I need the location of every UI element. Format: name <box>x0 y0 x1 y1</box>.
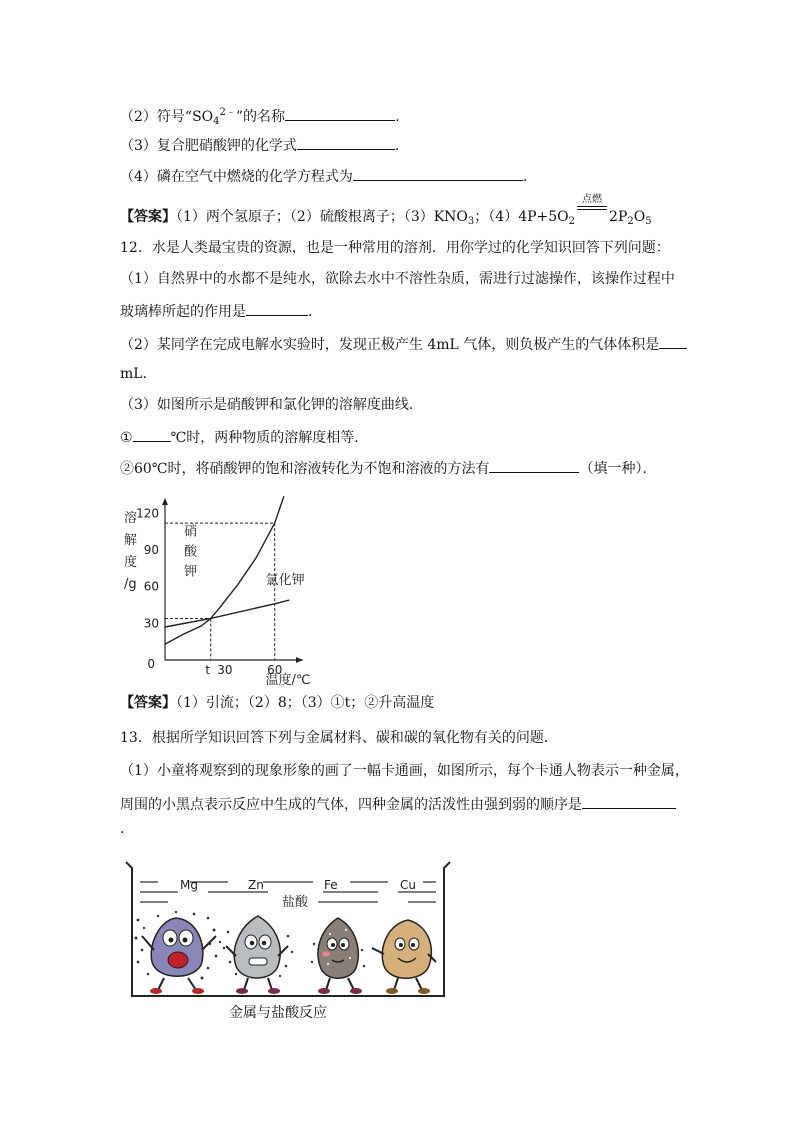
q11-item4-blank[interactable] <box>353 166 523 181</box>
q13-item1-line1: （1）小童将观察到的现象形象的画了一幅卡通画，如图所示，每个卡通人物表示一种金属， <box>120 763 689 779</box>
q12-sub1-text: ℃时，两种物质的溶解度相等． <box>170 430 369 446</box>
q13-stem: 13．根据所学知识回答下列与金属材料、碳和碳的氧化物有关的问题． <box>120 730 558 746</box>
y-tick-label: 30 <box>143 616 159 631</box>
y-tick-label: 90 <box>143 543 159 557</box>
fe-character <box>311 918 365 994</box>
q11-item2-sup: 2﹣ <box>219 107 236 118</box>
zn-character <box>223 916 293 994</box>
kcl-curve <box>165 600 289 627</box>
q11-item2-pre: （2）符号“SO <box>120 109 214 125</box>
q12-item1-line1: （1）自然界中的水都不是纯水，欲除去水中不溶性杂质，需进行过滤操作，该操作过程中 <box>120 271 675 287</box>
answer-label: 【答案】 <box>120 209 176 225</box>
period: . <box>308 304 313 320</box>
q12-item3: （3）如图所示是硝酸钾和氯化钾的溶解度曲线． <box>120 397 423 413</box>
q11-item2-blank[interactable] <box>285 106 395 121</box>
x-axis-label: 温度/℃ <box>265 673 310 687</box>
kno3-label: 钾 <box>184 564 198 580</box>
y-tick-label: 60 <box>143 579 159 594</box>
x-tick-label: 30 <box>217 663 233 677</box>
q12-sub1 <box>120 427 368 447</box>
acid-label: 盐酸 <box>282 895 309 910</box>
subscript: 5 <box>645 216 652 227</box>
kcl-label: 氯化钾 <box>265 573 305 589</box>
q12-sub1-blank[interactable] <box>133 427 171 442</box>
q11-answer-product: 2P <box>609 209 628 225</box>
q12-sub2-post: （填一种）． <box>579 461 657 477</box>
origin-label: 0 <box>147 657 155 671</box>
mg-character <box>131 911 221 994</box>
kno3-label: 硝 <box>184 524 198 540</box>
q11-item2-post: ”的名称 <box>235 109 286 125</box>
metal-label-cu: Cu <box>400 878 416 892</box>
q12-stem: 12．水是人类最宝贵的资源，也是一种常用的溶剂．用你学过的化学知识回答下列问题： <box>120 240 670 256</box>
kno3-curve <box>165 496 284 644</box>
answer-label: 【答案】 <box>120 695 176 711</box>
condition-label: 点燃 <box>582 194 603 205</box>
y-axis-arrow <box>162 498 168 505</box>
figure-caption: 金属与盐酸反应 <box>229 1005 327 1021</box>
q11-item2-sub: 4 <box>213 116 220 127</box>
q11-item3 <box>120 135 399 155</box>
q11-item4 <box>120 166 527 186</box>
metals-acid-figure <box>118 858 453 998</box>
y-axis-label: 溶 <box>124 511 138 526</box>
subscript: 2 <box>568 216 576 227</box>
q12-item2-line2: mL． <box>120 366 157 382</box>
equals-bar <box>577 206 607 207</box>
q12-item2-line1 <box>120 334 687 354</box>
q11-item2 <box>120 104 400 131</box>
metal-label-fe: Fe <box>324 878 338 892</box>
x-tick-label: 60 <box>267 663 283 677</box>
q11-item4-text: （4）磷在空气中燃烧的化学方程式为 <box>120 169 353 185</box>
q12-sub2-blank[interactable] <box>489 458 579 473</box>
q12-answer <box>120 694 434 712</box>
q12-item1-line2 <box>120 301 312 321</box>
subscript: 2 <box>627 216 634 227</box>
x-tick-label: t <box>205 663 211 677</box>
q12-sub2 <box>120 458 656 478</box>
reaction-condition <box>575 194 609 226</box>
equals-bar <box>577 209 607 210</box>
solubility-chart <box>110 492 310 687</box>
q12-item1-blank[interactable] <box>246 301 308 316</box>
q13-item1-text: 周围的小黑点表示反应中生成的气体，四种金属的活泼性由强到弱的顺序是 <box>120 797 582 813</box>
y-axis-label: 度 <box>124 555 138 570</box>
q12-item2-blank[interactable] <box>659 334 687 349</box>
q11-item3-text: （3）复合肥硝酸钾的化学式 <box>120 138 297 154</box>
q11-answer <box>120 194 652 231</box>
q12-item2-text: （2）某同学在完成电解水实验时，发现正极产生 4mL 气体，则负极产生的气体体积是 <box>120 337 660 353</box>
period: . <box>394 138 400 154</box>
y-tick-label: 120 <box>136 506 159 521</box>
y-axis-label: /g <box>124 577 137 592</box>
cu-character <box>372 920 436 994</box>
x-axis-arrow <box>296 657 303 663</box>
q12-answer-text: （1）引流；（2）8；（3）①t；②升高温度 <box>176 695 435 711</box>
subscript: 3 <box>467 216 475 227</box>
metal-label-zn: Zn <box>248 878 264 892</box>
q11-answer-text: （1）两个氢原子；（2）硫酸根离子；（3）KNO <box>176 209 468 225</box>
y-axis-label: 解 <box>124 533 138 548</box>
element-o: O <box>633 209 646 225</box>
q11-answer-eq: ；（4）4P+5O <box>474 209 569 225</box>
q13-item1-blank[interactable] <box>582 794 676 809</box>
circled-1: ① <box>120 430 133 446</box>
q11-item3-blank[interactable] <box>297 135 395 150</box>
q13-item1-line3: . <box>120 821 125 837</box>
period: . <box>395 109 400 125</box>
kno3-label: 酸 <box>184 544 198 560</box>
q13-item1-line2 <box>120 794 676 814</box>
q12-sub2-text: ②60℃时，将硝酸钾的饱和溶液转化为不饱和溶液的方法有 <box>120 461 490 477</box>
q12-item1-text: 玻璃棒所起的作用是 <box>120 304 246 320</box>
period: . <box>522 169 528 185</box>
metal-label-mg: Mg <box>180 878 198 892</box>
